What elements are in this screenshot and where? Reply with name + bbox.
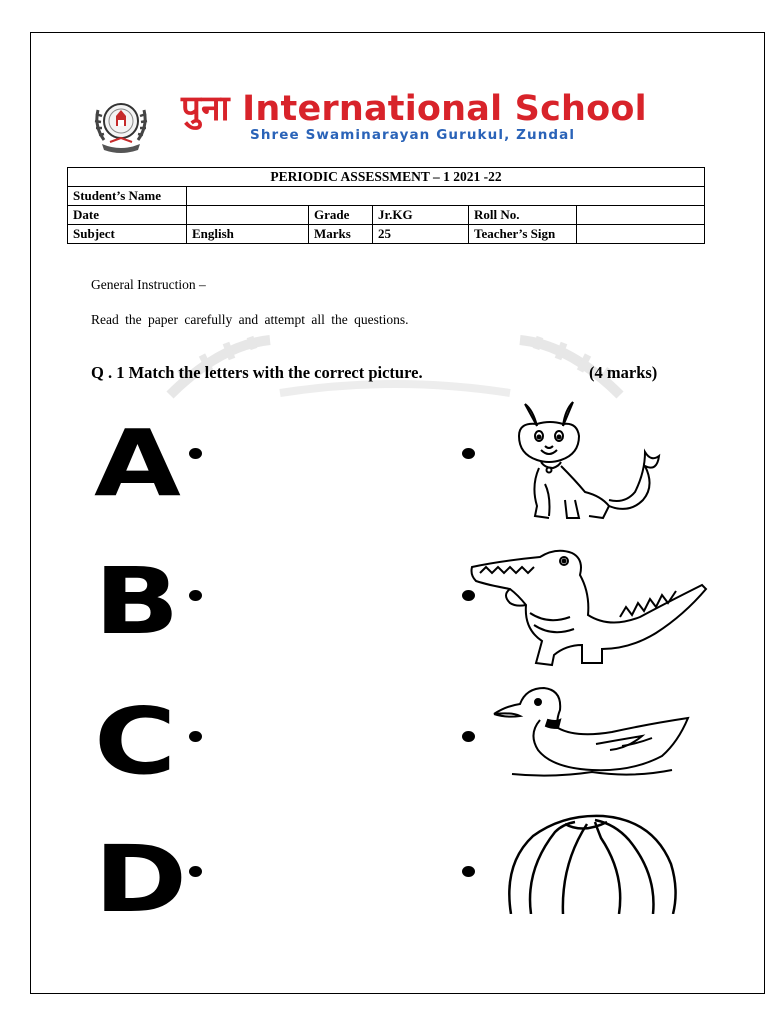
roll-no-field[interactable] — [577, 206, 705, 225]
date-label: Date — [68, 206, 187, 225]
table-row — [68, 225, 705, 244]
cat-picture-dot[interactable] — [462, 448, 475, 459]
school-subtitle: Shree Swaminarayan Gurukul, Zundal — [250, 127, 576, 143]
school-emblem-icon — [88, 90, 154, 156]
letter-c: C — [94, 688, 177, 795]
table-row — [68, 168, 705, 187]
school-name-devanagari: पुना — [181, 89, 230, 129]
cat-picture-icon — [505, 396, 665, 526]
letter-b: B — [94, 548, 180, 655]
duck-picture-dot[interactable] — [462, 731, 475, 742]
roll-no-label: Roll No. — [469, 206, 577, 225]
letter-a: A — [94, 410, 181, 517]
ball-picture-icon — [503, 814, 681, 914]
subject-value: English — [187, 225, 309, 244]
teacher-sign-field[interactable] — [577, 225, 705, 244]
table-row — [68, 187, 705, 206]
letter-a-dot[interactable] — [189, 448, 202, 459]
grade-value: Jr.KG — [373, 206, 469, 225]
student-name-label: Student’s Name — [68, 187, 187, 206]
instructions-text: Read the paper carefully and attempt all the questions. — [91, 312, 409, 327]
duck-picture-icon — [492, 682, 692, 782]
crocodile-picture-icon — [470, 545, 715, 670]
school-name-english: International School — [242, 89, 647, 129]
question-1-marks: (4 marks) — [589, 363, 658, 382]
date-field[interactable] — [187, 206, 309, 225]
marks-label: Marks — [309, 225, 373, 244]
marks-value: 25 — [373, 225, 469, 244]
instructions-heading: General Instruction – — [91, 277, 206, 292]
table-row — [68, 206, 705, 225]
letter-d-dot[interactable] — [189, 866, 202, 877]
letter-b-dot[interactable] — [189, 590, 202, 601]
letter-d: D — [94, 834, 188, 912]
teacher-sign-label: Teacher’s Sign — [469, 225, 577, 244]
grade-label: Grade — [309, 206, 373, 225]
student-name-field[interactable] — [187, 187, 705, 206]
subject-label: Subject — [68, 225, 187, 244]
question-1-text: Q . 1 Match the letters with the correct picture. — [91, 363, 423, 382]
assessment-title: PERIODIC ASSESSMENT – 1 2021 -22 — [68, 168, 705, 187]
school-name — [181, 86, 701, 132]
ball-picture-dot[interactable] — [462, 866, 475, 877]
assessment-header-table — [67, 167, 705, 244]
letter-c-dot[interactable] — [189, 731, 202, 742]
